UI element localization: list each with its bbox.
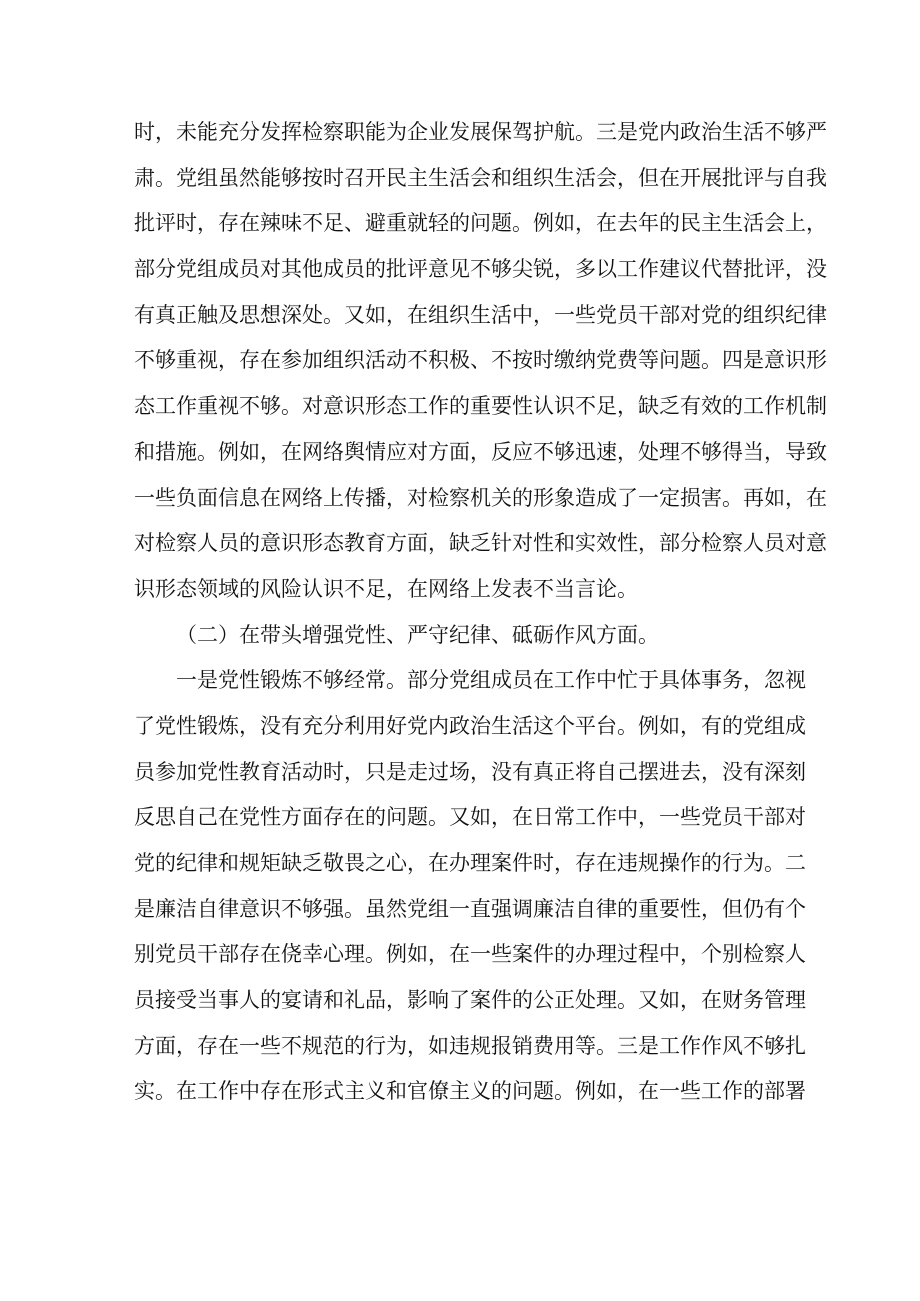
paragraph-2-line: 党的纪律和规矩缺乏敬畏之心，在办理案件时，存在违规操作的行为。二 — [134, 851, 806, 875]
paragraph-1-line: 批评时，存在辣味不足、避重就轻的问题。例如，在去年的民主生活会上， — [134, 211, 827, 236]
paragraph-1-line: 一些负面信息在网络上传播，对检察机关的形象造成了一定损害。再如，在 — [134, 485, 827, 510]
paragraph-2-line: 一是党性锻炼不够经常。部分党组成员在工作中忙于具体事务，忽视 — [176, 668, 806, 693]
paragraph-1-line: 对检察人员的意识形态教育方面，缺乏针对性和实效性，部分检察人员对意 — [134, 531, 827, 556]
paragraph-2-line: 别党员干部存在侥幸心理。例如，在一些案件的办理过程中，个别检察人 — [134, 942, 806, 967]
paragraph-1-line: 时，未能充分发挥检察职能为企业发展保驾护航。三是党内政治生活不够严 — [134, 120, 827, 144]
paragraph-2-line: 员参加党性教育活动时，只是走过场，没有真正将自己摆进去，没有深刻 — [134, 759, 806, 784]
paragraph-1-line: 和措施。例如，在网络舆情应对方面，反应不够迅速，处理不够得当，导致 — [134, 439, 827, 464]
paragraph-1-line: 不够重视，存在参加组织活动不积极、不按时缴纳党费等问题。四是意识形 — [134, 348, 827, 373]
section-heading: （二）在带头增强党性、严守纪律、砥砺作风方面。 — [176, 622, 659, 647]
paragraph-2-line: 员接受当事人的宴请和礼品，影响了案件的公正处理。又如，在财务管理 — [134, 988, 806, 1013]
paragraph-2-line: 了党性锻炼，没有充分利用好党内政治生活这个平台。例如，有的党组成 — [134, 713, 806, 738]
document-body — [134, 110, 827, 1115]
paragraph-1-line: 态工作重视不够。对意识形态工作的重要性认识不足，缺乏有效的工作机制 — [134, 394, 827, 419]
paragraph-1-line: 部分党组成员对其他成员的批评意见不够尖锐，多以工作建议代替批评，没 — [134, 257, 827, 282]
paragraph-2-line: 反思自己在党性方面存在的问题。又如，在日常工作中，一些党员干部对 — [134, 805, 806, 830]
paragraph-2-line: 实。在工作中存在形式主义和官僚主义的问题。例如，在一些工作的部署 — [134, 1079, 806, 1104]
paragraph-2-line: 方面，存在一些不规范的行为，如违规报销费用等。三是工作作风不够扎 — [134, 1033, 806, 1058]
paragraph-1-line: 有真正触及思想深处。又如，在组织生活中，一些党员干部对党的组织纪律 — [134, 302, 827, 327]
paragraph-1-line: 肃。党组虽然能够按时召开民主生活会和组织生活会，但在开展批评与自我 — [134, 165, 827, 190]
paragraph-1-line: 识形态领域的风险认识不足，在网络上发表不当言论。 — [134, 576, 638, 601]
paragraph-2-line: 是廉洁自律意识不够强。虽然党组一直强调廉洁自律的重要性，但仍有个 — [134, 896, 806, 921]
